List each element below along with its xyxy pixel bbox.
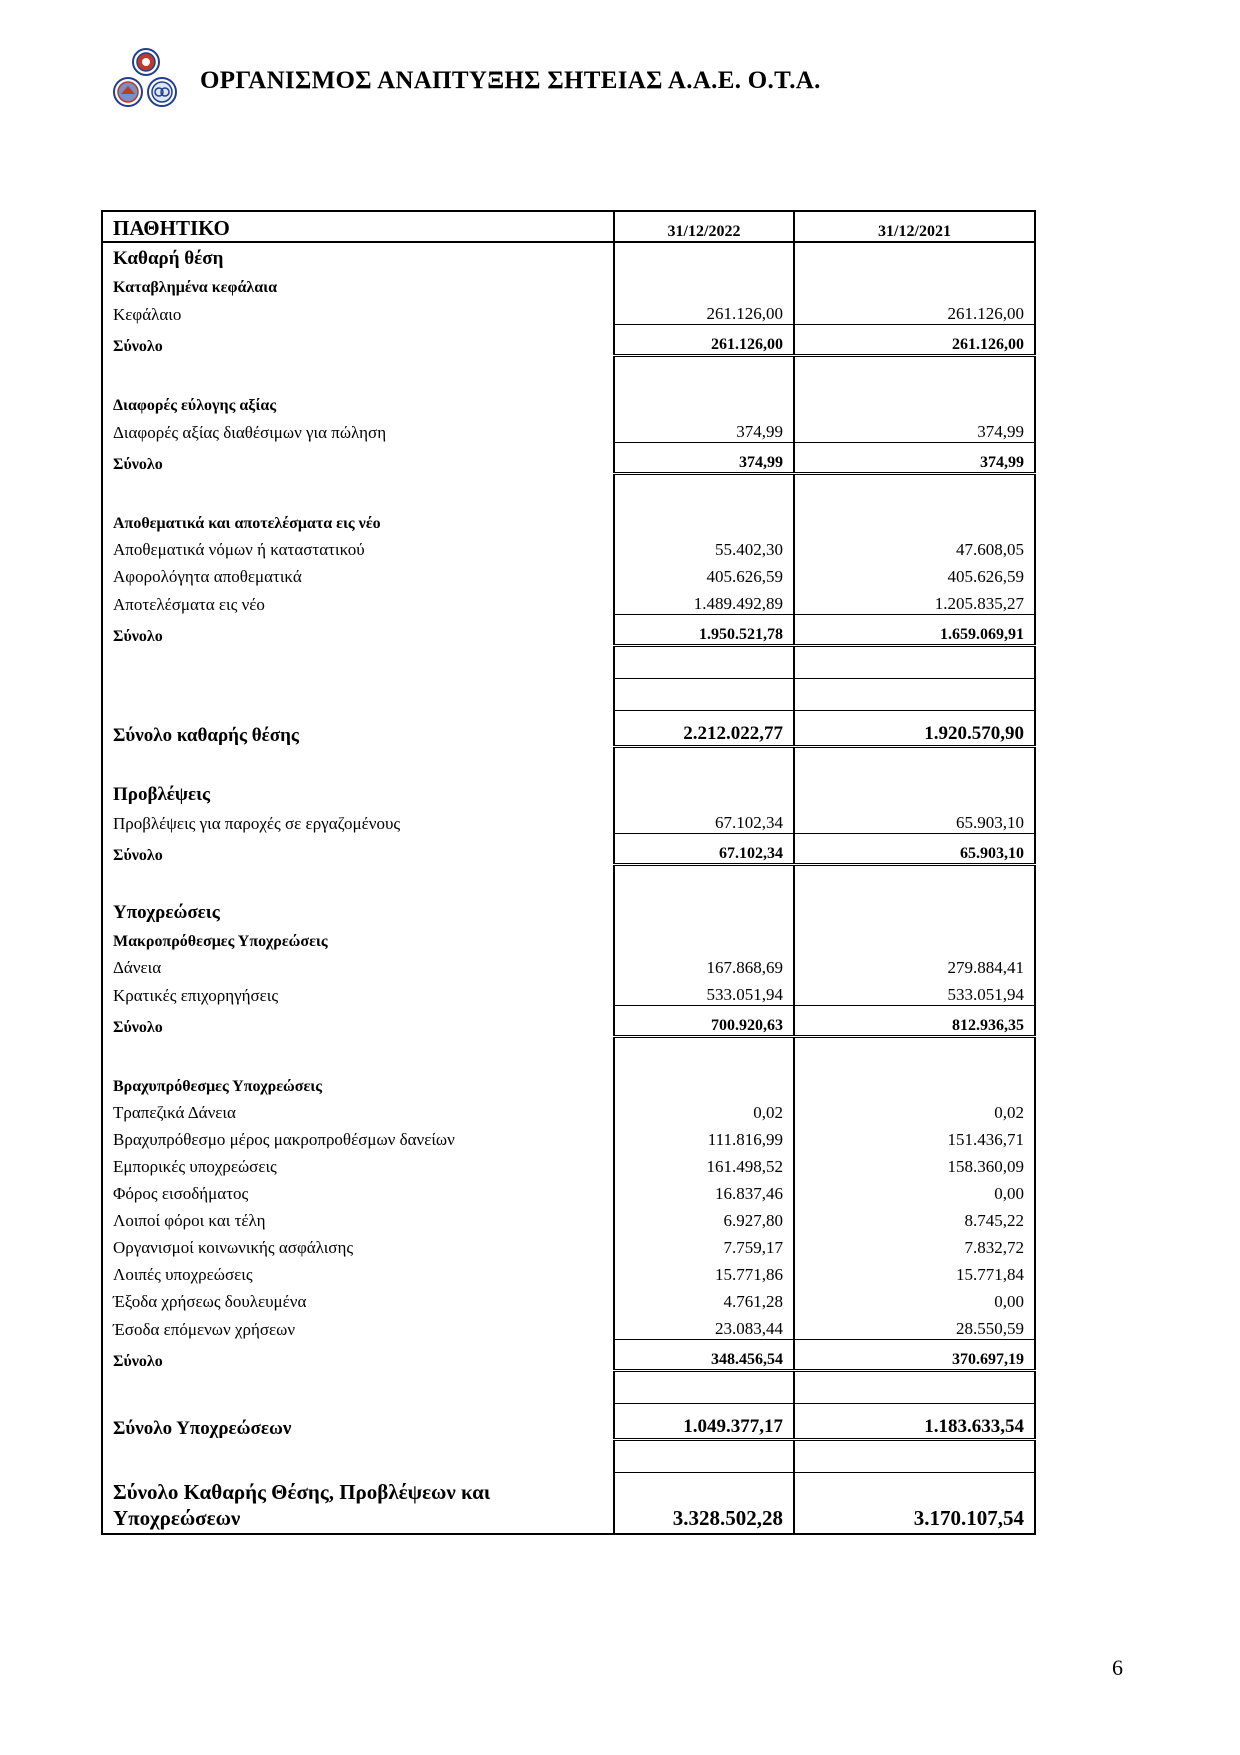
subsection-heading-row [102, 388, 1035, 415]
subsection-heading: Καταβλημένα κεφάλαια [102, 270, 614, 297]
subtotal-row [102, 1006, 1035, 1037]
subtotal-label: Σύνολο [102, 615, 614, 646]
subtotal-2021: 65.903,10 [794, 834, 1035, 865]
table-row [102, 560, 1035, 587]
total-label: Σύνολο καθαρής θέσης [102, 711, 614, 747]
spacer-row [102, 356, 1035, 389]
total-2021: 1.920.570,90 [794, 711, 1035, 747]
value-2021: 0,00 [994, 1184, 1024, 1203]
subsection-heading: Αποθεματικά και αποτελέσματα εις νέο [102, 506, 614, 533]
value-2022: 405.626,59 [614, 560, 794, 587]
total-label: Σύνολο Υποχρεώσεων [102, 1404, 614, 1440]
subtotal-2022: 1.950.521,78 [614, 615, 794, 646]
value-2021: 15.771,84 [956, 1265, 1024, 1284]
subtotal-2022: 374,99 [614, 443, 794, 474]
subsection-heading: Βραχυπρόθεσμες Υποχρεώσεις [102, 1069, 614, 1096]
liabilities-balance-table [101, 210, 1036, 1535]
value-2021: 405.626,59 [947, 567, 1024, 586]
spacer-row [102, 474, 1035, 507]
table-row [102, 533, 1035, 560]
value-2021: 47.608,05 [956, 540, 1024, 559]
spacer-row [102, 1440, 1035, 1473]
value-2021: 279.884,41 [947, 958, 1024, 977]
row-label: Φόρος εισοδήματος [102, 1177, 614, 1204]
page-number: 6 [1112, 1655, 1123, 1680]
column-header-2021: 31/12/2021 [794, 211, 1035, 242]
spacer-row [102, 1371, 1035, 1404]
value-2021: 533.051,94 [947, 985, 1024, 1004]
grand-total-2021: 3.170.107,54 [794, 1473, 1035, 1535]
subtotal-row [102, 443, 1035, 474]
value-2021: 65.903,10 [956, 813, 1024, 832]
value-2021: 261.126,00 [947, 304, 1024, 323]
subtotal-label: Σύνολο [102, 325, 614, 356]
row-label: Οργανισμοί κοινωνικής ασφάλισης [102, 1231, 614, 1258]
value-2021: 151.436,71 [947, 1130, 1024, 1149]
subsection-heading-row [102, 270, 1035, 297]
value-2022: 0,02 [614, 1096, 794, 1123]
subtotal-2021: 261.126,00 [794, 325, 1035, 356]
value-2022: 1.489.492,89 [614, 587, 794, 615]
table-row [102, 1204, 1035, 1231]
row-label: Δάνεια [102, 951, 614, 978]
table-row [102, 978, 1035, 1006]
value-2022: 16.837,46 [614, 1177, 794, 1204]
organization-seal-icon [112, 47, 180, 115]
table-row [102, 297, 1035, 325]
subsection-heading: Διαφορές εύλογης αξίας [102, 388, 614, 415]
subsection-heading: Μακροπρόθεσμες Υποχρεώσεις [102, 924, 614, 951]
value-2022: 167.868,69 [614, 951, 794, 978]
row-label: Βραχυπρόθεσμο μέρος μακροπροθέσμων δανείων [102, 1123, 614, 1150]
table-row [102, 587, 1035, 615]
row-label: Αφορολόγητα αποθεματικά [102, 560, 614, 587]
row-label: Λοιπές υποχρεώσεις [102, 1258, 614, 1285]
net-position-total-row [102, 711, 1035, 747]
value-2022: 374,99 [614, 415, 794, 443]
section-heading: Καθαρή θέση [102, 242, 614, 270]
spacer-row [102, 747, 1035, 780]
value-2022: 111.816,99 [614, 1123, 794, 1150]
subtotal-row [102, 1340, 1035, 1371]
section-heading: Υποχρεώσεις [102, 897, 614, 924]
liabilities-total-row [102, 1404, 1035, 1440]
value-2021: 8.745,22 [964, 1211, 1024, 1230]
table-row [102, 1150, 1035, 1177]
subsection-heading-row [102, 506, 1035, 533]
section-heading: Προβλέψεις [102, 779, 614, 806]
column-header-2022: 31/12/2022 [614, 211, 794, 242]
spacer-row [102, 679, 1035, 711]
table-row [102, 1285, 1035, 1312]
table-row [102, 1258, 1035, 1285]
spacer-row [102, 865, 1035, 898]
value-2022: 161.498,52 [614, 1150, 794, 1177]
subtotal-2022: 261.126,00 [614, 325, 794, 356]
value-2022: 55.402,30 [614, 533, 794, 560]
value-2022: 7.759,17 [614, 1231, 794, 1258]
value-2022: 6.927,80 [614, 1204, 794, 1231]
value-2022: 4.761,28 [614, 1285, 794, 1312]
value-2022: 533.051,94 [614, 978, 794, 1006]
value-2022: 261.126,00 [614, 297, 794, 325]
subtotal-label: Σύνολο [102, 443, 614, 474]
organization-title: ΟΡΓΑΝΙΣΜΟΣ ΑΝΑΠΤΥΞΗΣ ΣΗΤΕΙΑΣ Α.Α.Ε. Ο.Τ.Α. [200, 67, 821, 94]
subtotal-label: Σύνολο [102, 1340, 614, 1371]
table-row [102, 1177, 1035, 1204]
row-label: Αποθεματικά νόμων ή καταστατικού [102, 533, 614, 560]
value-2021: 0,02 [994, 1103, 1024, 1122]
value-2021: 7.832,72 [964, 1238, 1024, 1257]
subtotal-2021: 374,99 [794, 443, 1035, 474]
row-label: Κρατικές επιχορηγήσεις [102, 978, 614, 1006]
total-2022: 1.049.377,17 [614, 1404, 794, 1440]
value-2021: 374,99 [977, 422, 1024, 441]
section-heading-row [102, 242, 1035, 270]
section-heading-row [102, 779, 1035, 806]
value-2021: 28.550,59 [956, 1319, 1024, 1338]
row-label: Αποτελέσματα εις νέο [102, 587, 614, 615]
value-2022: 23.083,44 [614, 1312, 794, 1340]
total-2022: 2.212.022,77 [614, 711, 794, 747]
spacer-row [102, 1037, 1035, 1070]
subtotal-2021: 1.659.069,91 [794, 615, 1035, 646]
row-label: Έξοδα χρήσεως δουλευμένα [102, 1285, 614, 1312]
spacer-row [102, 646, 1035, 679]
subtotal-2022: 700.920,63 [614, 1006, 794, 1037]
grand-total-row [102, 1473, 1035, 1535]
total-2021: 1.183.633,54 [794, 1404, 1035, 1440]
subsection-heading-row [102, 924, 1035, 951]
document-header [112, 46, 821, 116]
grand-total-2022: 3.328.502,28 [614, 1473, 794, 1535]
subtotal-row [102, 615, 1035, 646]
row-label: Έσοδα επόμενων χρήσεων [102, 1312, 614, 1340]
value-2022: 15.771,86 [614, 1258, 794, 1285]
subtotal-2022: 348.456,54 [614, 1340, 794, 1371]
table-title: ΠΑΘΗΤΙΚΟ [102, 211, 614, 242]
value-2022: 67.102,34 [614, 806, 794, 834]
row-label: Κεφάλαιο [102, 297, 614, 325]
row-label: Λοιποί φόροι και τέλη [102, 1204, 614, 1231]
table-row [102, 415, 1035, 443]
subtotal-2021: 370.697,19 [794, 1340, 1035, 1371]
row-label: Προβλέψεις για παροχές σε εργαζομένους [102, 806, 614, 834]
value-2021: 158.360,09 [947, 1157, 1024, 1176]
value-2021: 0,00 [994, 1292, 1024, 1311]
table-row [102, 1231, 1035, 1258]
table-row [102, 806, 1035, 834]
subtotal-label: Σύνολο [102, 834, 614, 865]
row-label: Διαφορές αξίας διαθέσιμων για πώληση [102, 415, 614, 443]
table-header-row [102, 211, 1035, 242]
subtotal-2022: 67.102,34 [614, 834, 794, 865]
row-label: Εμπορικές υποχρεώσεις [102, 1150, 614, 1177]
grand-total-label: Σύνολο Καθαρής Θέσης, Προβλέψεων και Υποχρεώσεων [102, 1473, 614, 1535]
table-row [102, 1123, 1035, 1150]
value-2021: 1.205.835,27 [934, 594, 1024, 613]
subtotal-2021: 812.936,35 [794, 1006, 1035, 1037]
section-heading-row [102, 897, 1035, 924]
table-row [102, 1096, 1035, 1123]
subtotal-label: Σύνολο [102, 1006, 614, 1037]
row-label: Τραπεζικά Δάνεια [102, 1096, 614, 1123]
subtotal-row [102, 834, 1035, 865]
table-row [102, 951, 1035, 978]
subsection-heading-row [102, 1069, 1035, 1096]
table-row [102, 1312, 1035, 1340]
subtotal-row [102, 325, 1035, 356]
